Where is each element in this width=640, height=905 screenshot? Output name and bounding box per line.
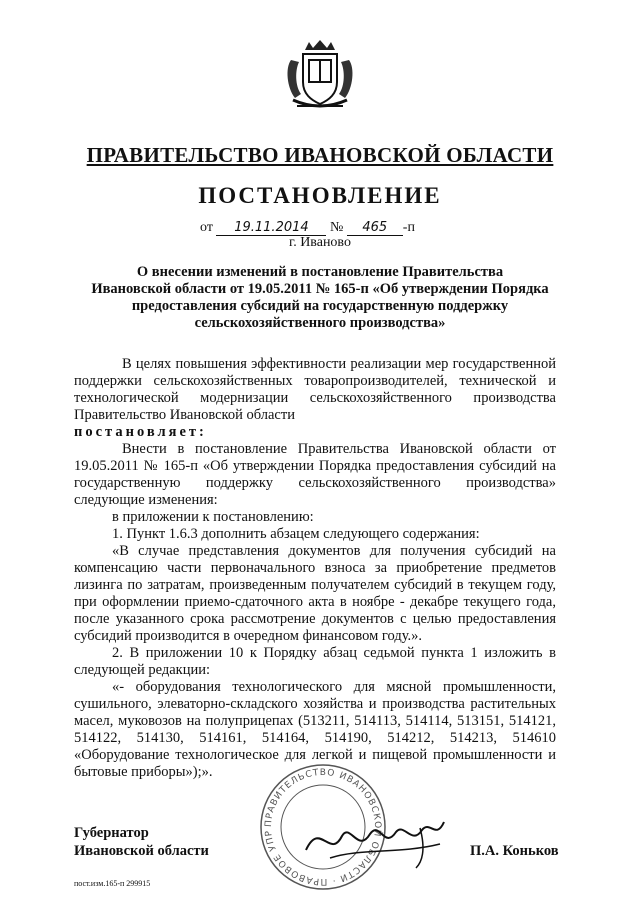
annex-paragraph: в приложении к постановлению: — [112, 509, 314, 525]
number-prefix: № — [329, 220, 344, 235]
item-2-heading: 2. В приложении 10 к Порядку абзац седьмой пункта 1 изложить в следующей редакции: — [74, 645, 556, 678]
title-line: О внесении изменений в постановление Правительства — [136, 264, 504, 280]
title-line: предоставления субсидий на государственную поддержку — [131, 298, 509, 314]
position-line: Губернатор — [74, 825, 149, 841]
intro-paragraph: Внести в постановление Правительства Ивановской области от 19.05.2011 № 165-п «Об утверждении Порядка предоставления субсидий на государственную поддержку сельскохозяйственного производства» следующие изменения: — [74, 441, 556, 508]
stamp-text: ПРАВИТЕЛЬСТВО ИВАНОВСКОЙ ОБЛАСТИ · ПРАВОВОЕ УПР — [263, 767, 383, 887]
title-line: сельскохозяйственного производства» — [194, 315, 446, 331]
document-title — [0, 264, 640, 332]
document-type: ПОСТАНОВЛЕНИЕ — [198, 183, 442, 208]
signatory-name: П.А. Коньков — [470, 843, 559, 859]
document-number: 465 — [347, 220, 403, 236]
document-body — [74, 356, 556, 781]
item-1-text: «В случае представления документов для получения субсидий на компенсацию части первоначального взноса за приобретение предметов лизинга по затратам, произведенным получателем субсидий в текущем году, при оформлении приемо-сдаточного акта в ноябре - декабре текущего года, после указанного срока рассмотрение документов с целью предоставления субсидий производится в очередном финансовом году.». — [74, 543, 556, 644]
footer-code: пост.изм.165-п 299915 — [74, 879, 151, 888]
document-date: 19.11.2014 — [216, 220, 326, 236]
title-line: Ивановской области от 19.05.2011 № 165-п «Об утверждении Порядка — [91, 281, 549, 297]
date-prefix: от — [200, 220, 213, 235]
position-line: Ивановской области — [74, 843, 209, 859]
preamble-paragraph: В целях повышения эффективности реализации мер государственной поддержки сельскохозяйственных товаропроизводителей, технической и технологической модернизации сельскохозяйственного производства Правительство Ивановской области — [74, 356, 556, 423]
item-1-heading: 1. Пункт 1.6.3 дополнить абзацем следующего содержания: — [112, 526, 480, 542]
signatory-position — [74, 824, 209, 860]
number-suffix: -п — [402, 220, 415, 235]
government-name: ПРАВИТЕЛЬСТВО ИВАНОВСКОЙ ОБЛАСТИ — [86, 143, 554, 167]
city: г. Иваново — [289, 235, 351, 250]
date-number-line — [200, 220, 415, 236]
handwritten-signature-icon — [300, 810, 450, 870]
resolves-word: постановляет: — [74, 424, 207, 440]
item-2-text: «- оборудования технологического для мясной промышленности, сушильного, элеваторно-складского хозяйства и производства растительных масел, муковозов на полуприцепах (513211, 514113, 514114, 513151, 514121, 514122, 514130, 514161, 514164, 514190, 514212, 514213, 514610 «Оборудование технологическое для легкой и пищевой промышленности и бытовые приборы»);». — [74, 679, 556, 780]
coat-of-arms-icon — [283, 40, 357, 110]
